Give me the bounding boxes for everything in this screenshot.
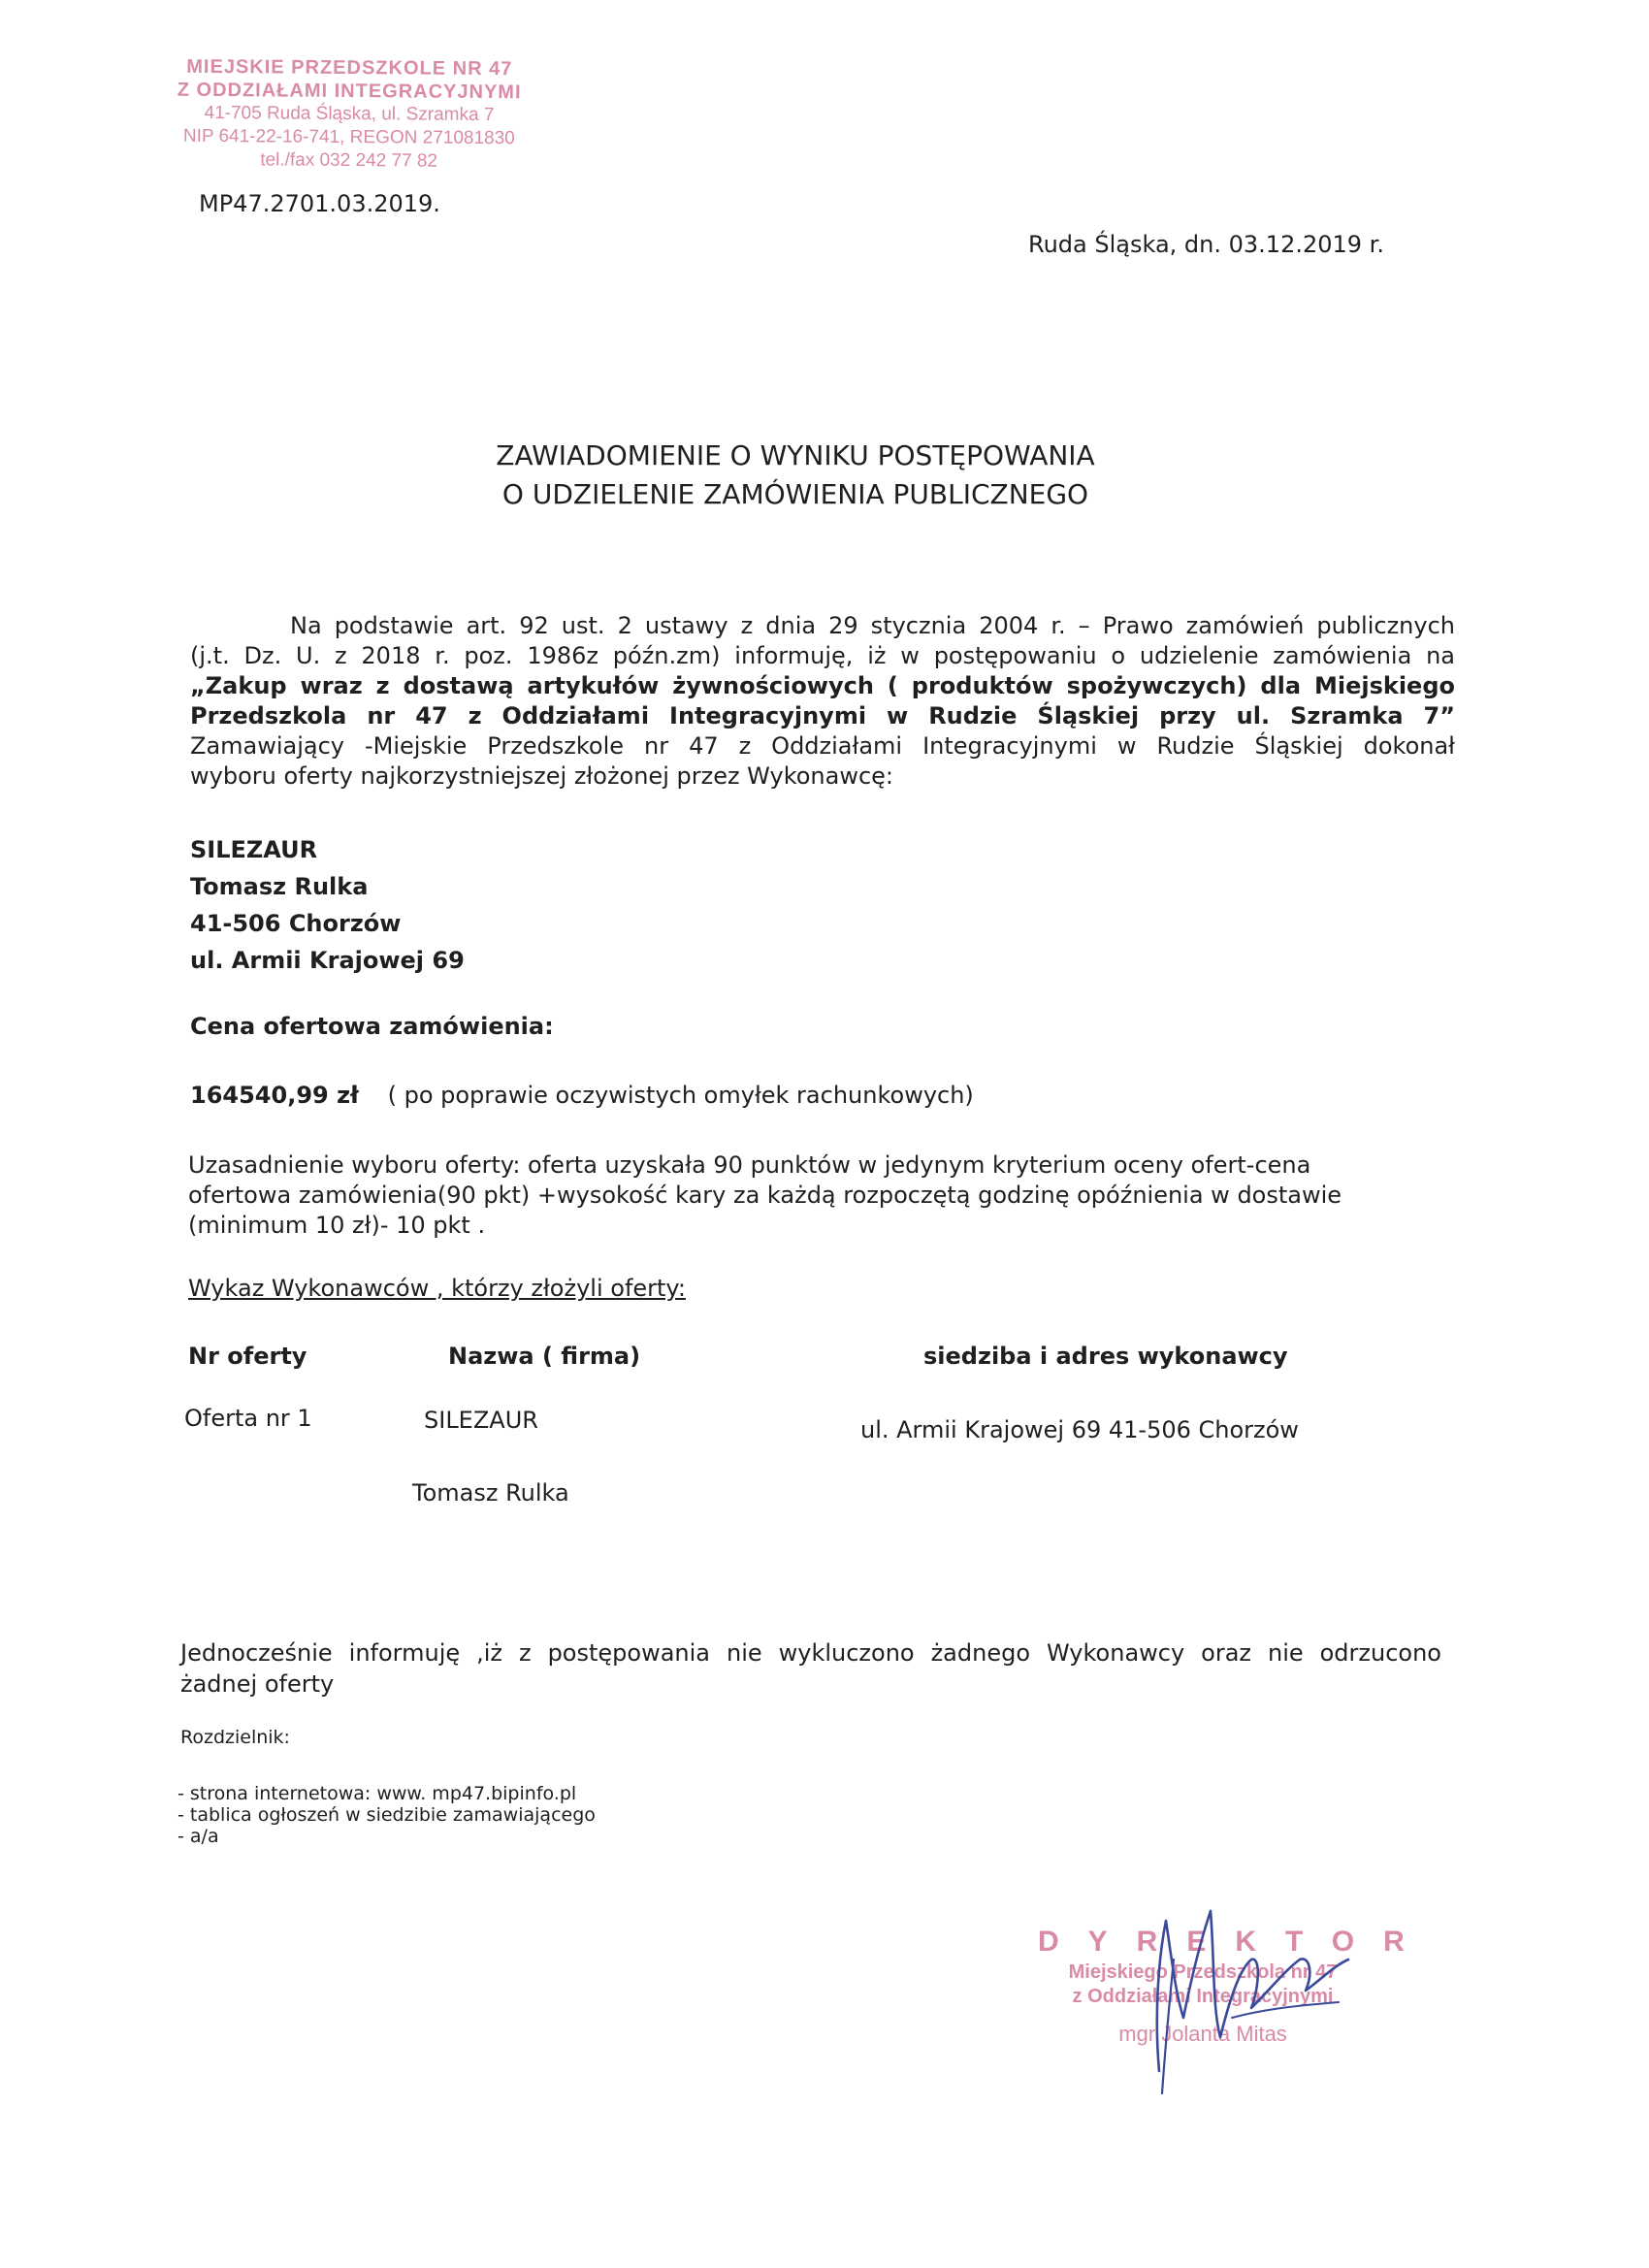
reference-number: MP47.2701.03.2019. <box>199 190 440 217</box>
stamp-line: Z ODDZIAŁAMI INTEGRACYJNYMI <box>177 79 522 104</box>
distribution-item: - a/a <box>178 1826 219 1847</box>
price-amount: 164540,99 zł <box>190 1082 359 1109</box>
stamp-role: DYREKTOR <box>1038 1926 1434 1958</box>
justification-line: (minimum 10 zł)- 10 pkt . <box>188 1212 486 1239</box>
contractor-owner: Tomasz Rulka <box>190 873 369 900</box>
body-line: Zamawiający -Miejskie Przedszkole nr 47 z Oddziałami Integracyjnymi w Rudzie Śląskiej dokonał <box>190 732 1455 760</box>
closing-paragraph <box>180 1637 1441 1700</box>
contractor-company: SILEZAUR <box>190 836 318 863</box>
stamp-line: tel./fax 032 242 77 82 <box>260 149 438 172</box>
stamp-line: 41-705 Ruda Śląska, ul. Szramka 7 <box>204 102 495 126</box>
body-line-bold: „Zakup wraz z dostawą artykułów żywnościowych ( produktów spożywczych) dla Miejskiego <box>190 672 1455 699</box>
body-paragraph <box>190 611 1455 792</box>
handwritten-signature <box>1116 1901 1368 2095</box>
offer-company: SILEZAUR <box>424 1407 538 1434</box>
body-line: (j.t. Dz. U. z 2018 r. poz. 1986z późn.zm) informuję, iż w postępowaniu o udzielenie zamówienia na <box>190 642 1455 669</box>
closing-line: żadnej oferty <box>180 1670 335 1698</box>
header-company-name: Nazwa ( firma) <box>448 1343 641 1370</box>
title-line: O UDZIELENIE ZAMÓWIENIA PUBLICZNEGO <box>501 478 1089 510</box>
document-title <box>485 437 1106 514</box>
title-line: ZAWIADOMIENIE O WYNIKU POSTĘPOWANIA <box>496 439 1095 471</box>
distribution-label: Rozdzielnik: <box>180 1727 290 1748</box>
header-address: siedziba i adres wykonawcy <box>923 1343 1288 1370</box>
distribution-item: - tablica ogłoszeń w siedzibie zamawiającego <box>178 1804 596 1826</box>
stamp-name: mgr Jolanta Mitas <box>1118 2022 1287 2046</box>
closing-line: Jednocześnie informuję ,iż z postępowania nie wykluczono żadnego Wykonawcy oraz nie odrzucono <box>180 1639 1441 1667</box>
offer-owner: Tomasz Rulka <box>412 1479 569 1507</box>
justification-line: ofertowa zamówienia(90 pkt) +wysokość kary za każdą rozpoczętą godzinę opóźnienia w dostawie <box>188 1182 1342 1209</box>
distribution-item: - strona internetowa: www. mp47.bipinfo.pl <box>178 1783 577 1804</box>
justification-line: Uzasadnienie wyboru oferty: oferta uzyskała 90 punktów w jedynym kryterium oceny ofert-cena <box>188 1151 1311 1179</box>
offers-list-title: Wykaz Wykonawców , którzy złożyli oferty: <box>188 1275 686 1302</box>
body-line: wyboru oferty najkorzystniejszej złożonej przez Wykonawcę: <box>190 762 894 790</box>
offer-number: Oferta nr 1 <box>184 1405 312 1432</box>
stamp-org: Miejskiego Przedszkola nr 47 <box>1068 1961 1338 1983</box>
stamp-line: NIP 641-22-16-741, REGON 271081830 <box>182 125 515 149</box>
body-line-bold: Przedszkola nr 47 z Oddziałami Integracyjnymi w Rudzie Śląskiej przy ul. Szramka 7” <box>190 702 1455 729</box>
offer-address: ul. Armii Krajowej 69 41-506 Chorzów <box>860 1416 1299 1443</box>
distribution-list <box>178 1783 596 1847</box>
place-and-date: Ruda Śląska, dn. 03.12.2019 r. <box>1028 231 1384 258</box>
contractor-street: ul. Armii Krajowej 69 <box>190 947 465 974</box>
price-line <box>190 1082 974 1109</box>
price-label: Cena ofertowa zamówienia: <box>190 1013 554 1040</box>
justification-paragraph <box>188 1150 1381 1241</box>
price-note: ( po poprawie oczywistych omyłek rachunkowych) <box>387 1082 974 1109</box>
stamp-org: z Oddziałami Integracyjnymi <box>1072 1986 1334 2007</box>
institution-stamp <box>165 55 534 175</box>
body-line: Na podstawie art. 92 ust. 2 ustawy z dnia 29 stycznia 2004 r. – Prawo zamówień publicznych <box>290 612 1455 639</box>
contractor-city: 41-506 Chorzów <box>190 910 402 937</box>
selected-contractor <box>190 831 465 979</box>
stamp-line: MIEJSKIE PRZEDSZKOLE NR 47 <box>186 55 513 81</box>
header-offer-number: Nr oferty <box>188 1343 307 1370</box>
